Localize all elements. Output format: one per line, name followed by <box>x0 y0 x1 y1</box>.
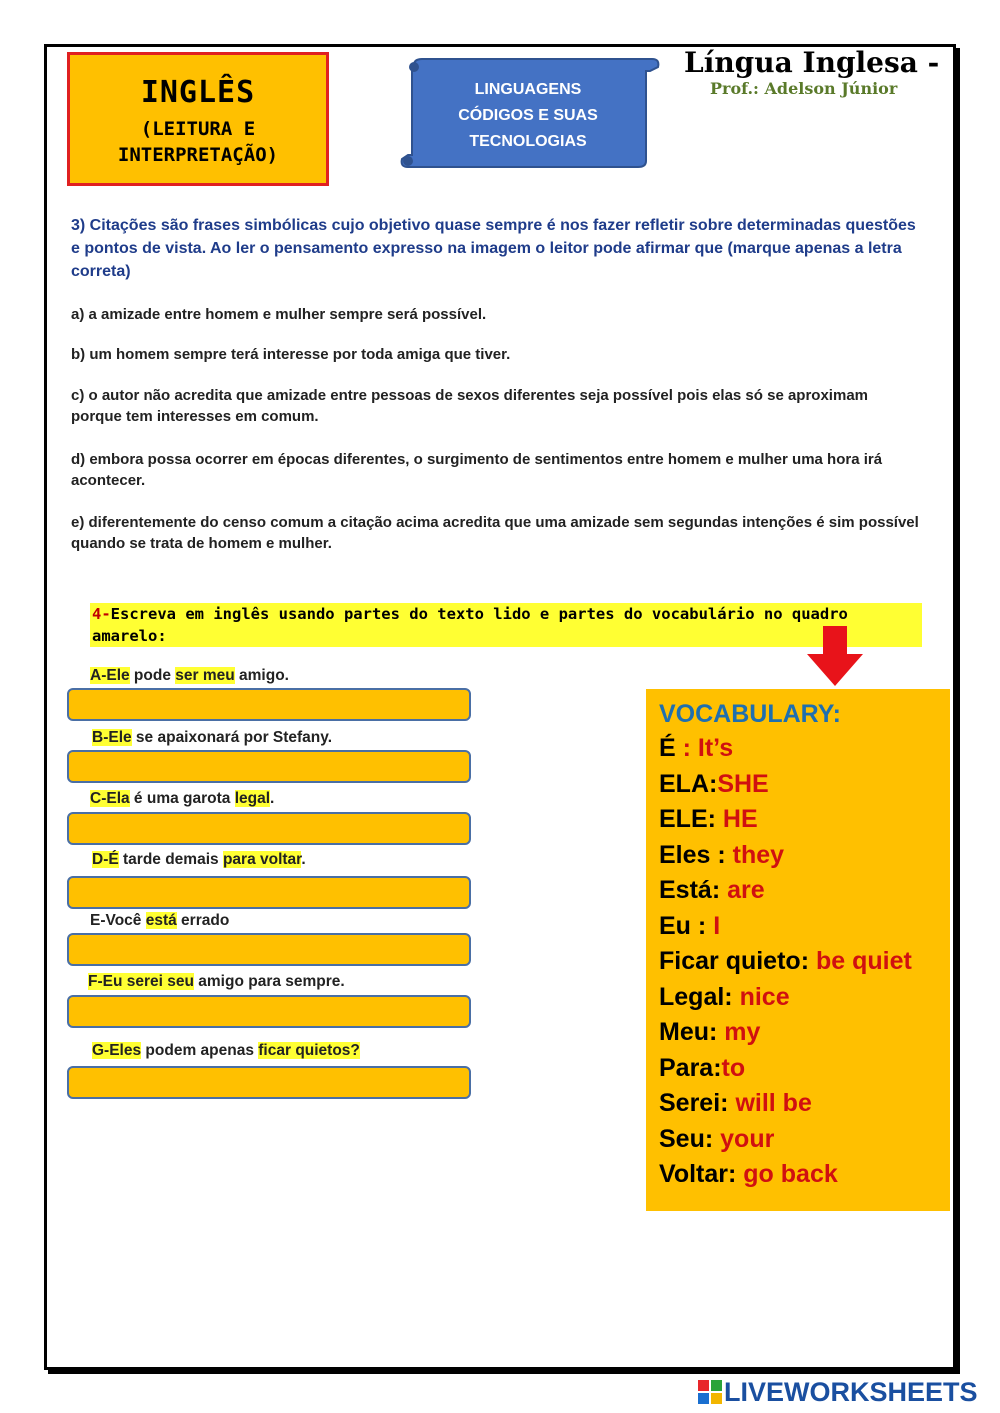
vocab-entry: ELA:SHE <box>659 769 769 798</box>
vocab-entry: Legal: nice <box>659 982 790 1011</box>
option-d: d) embora possa ocorrer em épocas diferentes, o surgimento de sentimentos entre homem e mulher uma hora irá acontecer. <box>71 451 883 489</box>
vocab-entry: Seu: your <box>659 1124 775 1153</box>
liveworksheets-text: LIVEWORKSHEETS <box>724 1377 978 1407</box>
subject-banner <box>400 57 658 169</box>
answer-input-c[interactable] <box>67 812 471 845</box>
liveworksheets-icon <box>698 1380 722 1404</box>
title-sub-2: INTERPRETAÇÃO) <box>117 144 279 166</box>
item-e-label: E-Você está errado <box>90 912 230 929</box>
vocab-entry: Está: are <box>659 876 765 904</box>
banner-line-2: CÓDIGOS E SUAS <box>458 107 598 124</box>
header-right <box>684 46 944 98</box>
liveworksheets-logo <box>698 1377 978 1409</box>
vocab-entry: Serei: will be <box>659 1089 812 1117</box>
question-3-prompt: 3) Citações são frases simbólicas cujo objetivo quase sempre é nos fazer refletir sobre determinadas questões e pontos de vista. Ao ler o pensamento expresso na imagem o leitor pode afirmar que (marque apenas a letra correta) <box>71 217 916 280</box>
vocab-entry: Voltar: go back <box>659 1160 838 1188</box>
vocabulary-box <box>646 689 950 1211</box>
banner-line-1: LINGUAGENS <box>474 81 582 98</box>
item-g-label: G-Eles podem apenas ficar quietos? <box>92 1042 360 1059</box>
vocab-entry: ELE: HE <box>659 805 758 833</box>
lang-title: Língua Inglesa - <box>684 46 940 79</box>
option-a: a) a amizade entre homem e mulher sempre será possível. <box>71 306 487 323</box>
item-d-label: D-É tarde demais para voltar. <box>92 851 306 868</box>
vocab-entry: Ficar quieto: be quiet <box>659 947 912 975</box>
title-box <box>67 52 329 186</box>
answer-input-e[interactable] <box>67 933 471 966</box>
vocab-entry: Eu : I <box>659 911 721 940</box>
option-c: c) o autor não acredita que amizade entre pessoas de sexos diferentes seja possível pois elas só se aproximam porque tem interesses em comum. <box>71 387 868 425</box>
option-b: b) um homem sempre terá interesse por toda amiga que tiver. <box>71 346 511 363</box>
vocab-entry: Eles : they <box>659 840 785 869</box>
answer-input-g[interactable] <box>67 1066 471 1099</box>
answer-input-f[interactable] <box>67 995 471 1028</box>
banner-line-3: TECNOLOGIAS <box>469 133 587 150</box>
item-a-label: A-Ele pode ser meu amigo. <box>90 667 289 684</box>
title-main: INGLÊS <box>140 75 256 110</box>
question-4-instruction: 4-Escreva em inglês usando partes do texto lido e partes do vocabulário no quadro amarelo: <box>90 603 922 647</box>
vocab-entry: É : It’s <box>659 734 734 762</box>
option-e: e) diferentemente do censo comum a citação acima acredita que uma amizade sem segundas intenções é sim possível quando se trata de homem e mulher. <box>71 514 919 552</box>
professor-name: Prof.: Adelson Júnior <box>710 79 898 98</box>
vocab-entry: Meu: my <box>659 1018 761 1046</box>
answer-input-b[interactable] <box>67 750 471 783</box>
item-b-label: B-Ele se apaixonará por Stefany. <box>92 729 333 746</box>
vocab-entry: Para:to <box>659 1053 746 1082</box>
item-c-label: C-Ela é uma garota legal. <box>90 790 275 807</box>
item-f-label: F-Eu serei seu amigo para sempre. <box>88 973 345 990</box>
vocabulary-title: VOCABULARY: <box>659 700 841 728</box>
answer-input-d[interactable] <box>67 876 471 909</box>
answer-input-a[interactable] <box>67 688 471 721</box>
title-sub-1: (LEITURA E <box>140 118 256 140</box>
arrow-down-icon <box>805 626 865 688</box>
